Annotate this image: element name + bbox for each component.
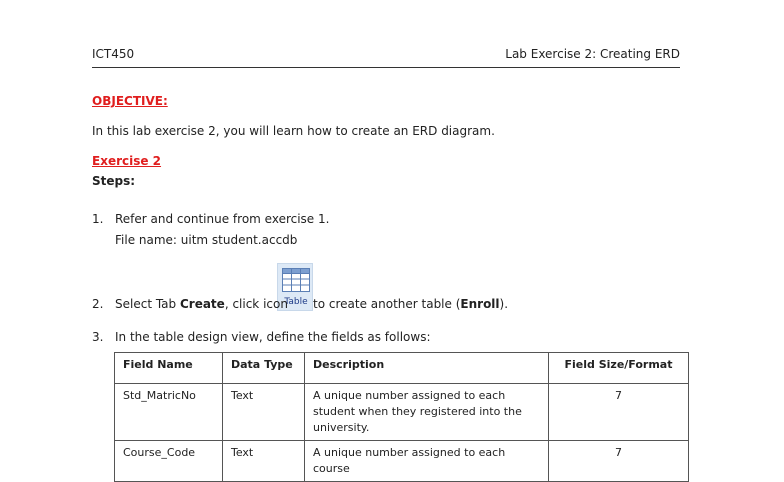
objective-heading: OBJECTIVE: bbox=[92, 94, 168, 108]
step-3-text: In the table design view, define the fields as follows: bbox=[115, 330, 431, 344]
cell-field-name: Course_Code bbox=[115, 441, 223, 482]
cell-data-type: Text bbox=[223, 441, 305, 482]
step-2-text-a bbox=[115, 297, 288, 311]
cell-data-type: Text bbox=[223, 384, 305, 441]
step-1-text: Refer and continue from exercise 1. bbox=[115, 212, 330, 226]
cell-description: A unique number assigned to each course bbox=[305, 441, 549, 482]
column-header-data-type: Data Type bbox=[223, 353, 305, 384]
step-2-mid: , click icon bbox=[224, 297, 288, 311]
steps-label: Steps: bbox=[92, 174, 136, 188]
step-2-pre: Select Tab bbox=[115, 297, 180, 311]
objective-text: In this lab exercise 2, you will learn how to create an ERD diagram. bbox=[92, 124, 495, 138]
table-grid-icon bbox=[282, 268, 310, 292]
cell-field-size: 7 bbox=[549, 441, 689, 482]
step-2-number: 2. bbox=[92, 297, 104, 311]
column-header-description: Description bbox=[305, 353, 549, 384]
fields-table bbox=[114, 352, 689, 482]
header-course-code: ICT450 bbox=[92, 47, 135, 61]
cell-description: A unique number assigned to each student when they registered into the university. bbox=[305, 384, 549, 441]
column-header-field-size: Field Size/Format bbox=[549, 353, 689, 384]
table-row bbox=[115, 384, 689, 441]
header-divider bbox=[92, 67, 680, 68]
column-header-field-name: Field Name bbox=[115, 353, 223, 384]
table-row bbox=[115, 441, 689, 482]
header-title: Lab Exercise 2: Creating ERD bbox=[505, 47, 680, 61]
table-icon-caption: Table bbox=[284, 297, 308, 307]
exercise-title: Exercise 2 bbox=[92, 154, 162, 168]
step-2-text-b bbox=[313, 297, 508, 311]
step-2-end: ). bbox=[499, 297, 509, 311]
step-3-number: 3. bbox=[92, 330, 104, 344]
step-2-tab-name: Create bbox=[179, 297, 225, 311]
step-1-filename: File name: uitm student.accdb bbox=[115, 233, 298, 247]
cell-field-name: Std_MatricNo bbox=[115, 384, 223, 441]
step-2-post: to create another table ( bbox=[313, 297, 461, 311]
step-2-table-name: Enroll bbox=[460, 297, 500, 311]
step-1-number: 1. bbox=[92, 212, 104, 226]
cell-field-size: 7 bbox=[549, 384, 689, 441]
table-header-row bbox=[115, 353, 689, 384]
